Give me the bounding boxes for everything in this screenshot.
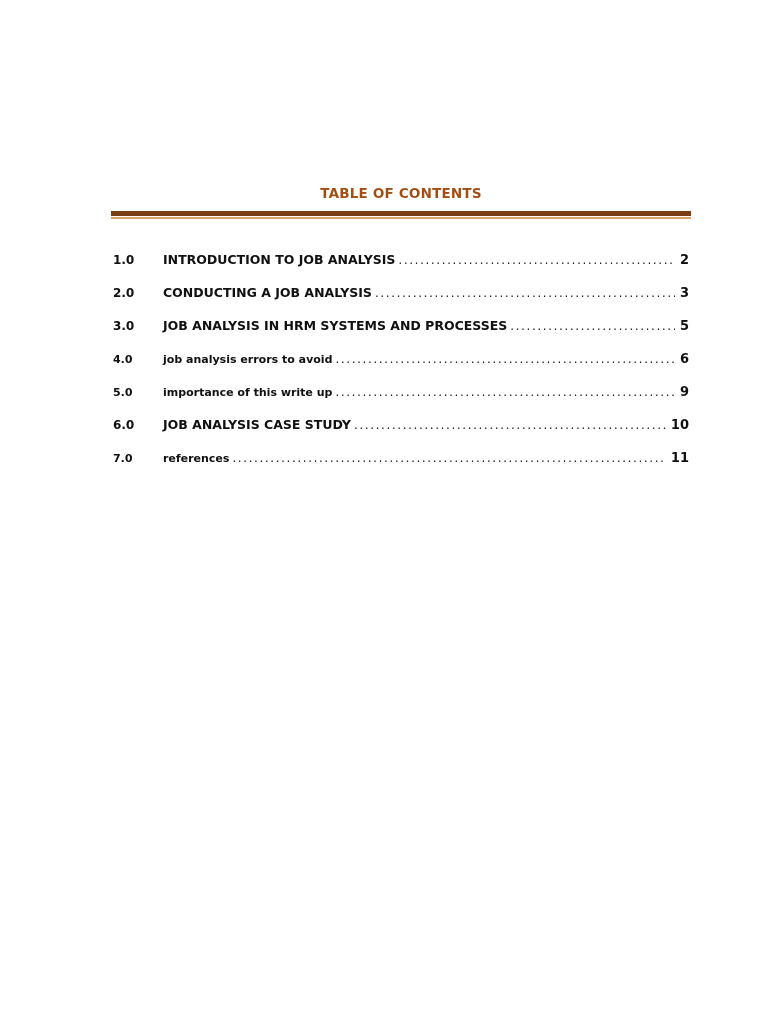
toc-title: TABLE OF CONTENTS	[320, 186, 482, 202]
toc-entry-number: 7.0	[113, 452, 133, 465]
toc-dot-leader	[354, 413, 666, 437]
toc-entry-page: 5	[675, 315, 689, 339]
title-rule-thick	[111, 211, 691, 216]
toc-entry-case-study[interactable]	[113, 413, 689, 437]
toc-dot-leader	[335, 347, 675, 371]
toc-dot-leader	[375, 281, 675, 305]
toc-entry-importance[interactable]	[113, 380, 689, 404]
toc-dot-leader	[398, 248, 675, 272]
toc-entry-number: 5.0	[113, 386, 133, 399]
toc-entry-page: 2	[675, 249, 689, 273]
toc-dot-leader	[232, 446, 666, 470]
toc-entry-errors[interactable]	[113, 347, 689, 371]
toc-entry-label: importance of this write up	[163, 381, 335, 405]
toc-entry-hrm-systems[interactable]	[113, 314, 689, 338]
toc-entry-number: 1.0	[113, 253, 135, 267]
toc-entry-conducting[interactable]	[113, 281, 689, 305]
toc-entry-page: 11	[666, 447, 689, 471]
toc-entry-label: INTRODUCTION TO JOB ANALYSIS	[163, 248, 398, 272]
title-rule-thin	[111, 217, 691, 219]
toc-entry-label: job analysis errors to avoid	[163, 348, 335, 372]
toc-entry-label: CONDUCTING A JOB ANALYSIS	[163, 281, 375, 305]
toc-entry-page: 9	[675, 381, 689, 405]
toc-entry-label: JOB ANALYSIS IN HRM SYSTEMS AND PROCESSES	[163, 314, 510, 338]
toc-entry-number: 4.0	[113, 353, 133, 366]
toc-entry-introduction[interactable]	[113, 248, 689, 272]
toc-entry-page: 3	[675, 282, 689, 306]
toc-entry-references[interactable]	[113, 446, 689, 470]
toc-entry-label: JOB ANALYSIS CASE STUDY	[163, 413, 354, 437]
toc-entry-number: 6.0	[113, 418, 135, 432]
toc-entry-label: references	[163, 447, 232, 471]
toc-entry-page: 6	[675, 348, 689, 372]
toc-entry-page: 10	[666, 414, 689, 438]
toc-dot-leader	[510, 314, 675, 338]
toc-list	[113, 248, 689, 466]
toc-entry-number: 2.0	[113, 286, 135, 300]
toc-dot-leader	[335, 380, 675, 404]
toc-entry-number: 3.0	[113, 319, 135, 333]
